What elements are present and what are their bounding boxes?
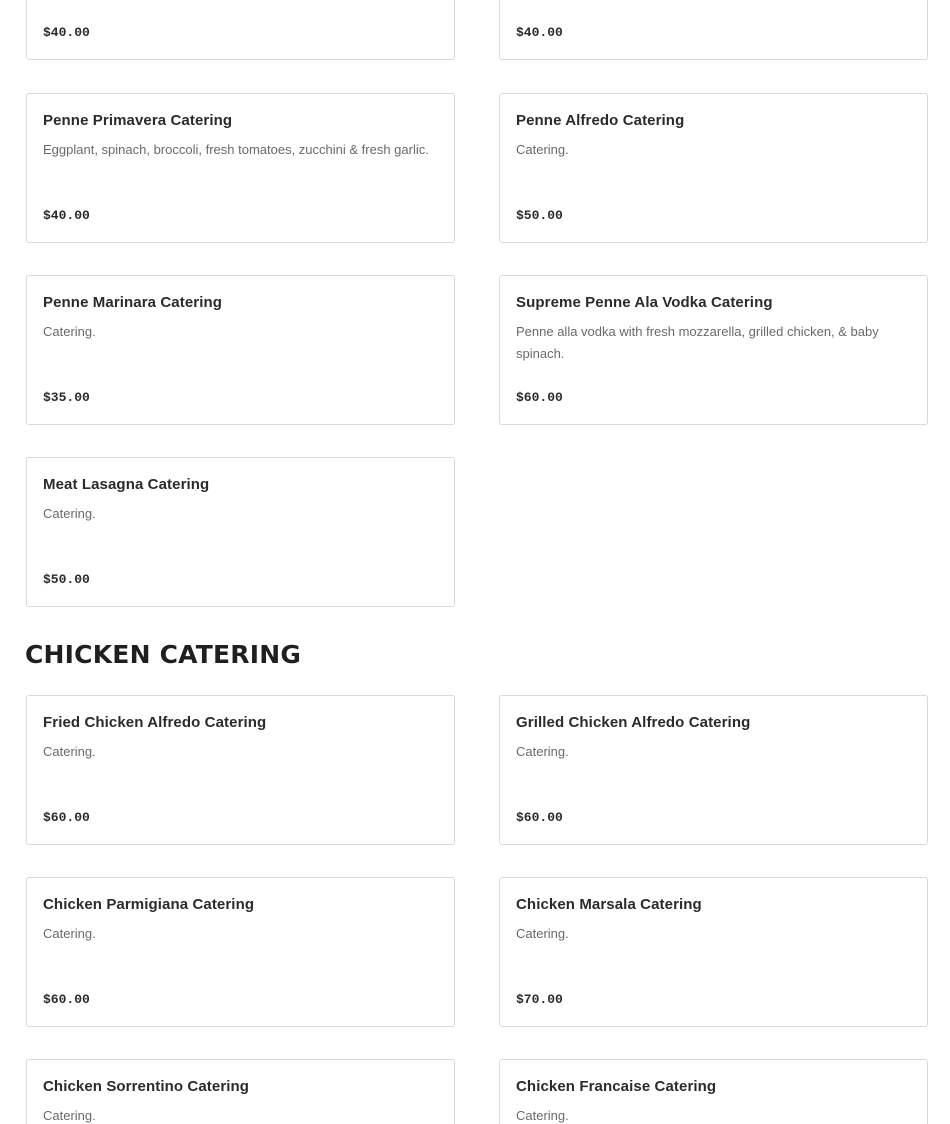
menu-item-price: $60.00 bbox=[516, 810, 563, 825]
menu-item-name: Supreme Penne Ala Vodka Catering bbox=[516, 294, 773, 311]
section-heading-chicken-catering: CHICKEN CATERING bbox=[25, 640, 302, 669]
menu-item-name: Penne Primavera Catering bbox=[43, 112, 233, 129]
menu-item-price: $70.00 bbox=[516, 992, 563, 1007]
menu-item-description: Catering. bbox=[516, 1108, 569, 1123]
menu-item-description: Eggplant, spinach, broccoli, fresh tomatoes, zucchini & fresh garlic. bbox=[43, 142, 429, 157]
menu-item-card[interactable] bbox=[499, 695, 928, 845]
menu-item-name: Fried Chicken Alfredo Catering bbox=[43, 714, 267, 731]
menu-item-description: Catering. bbox=[516, 744, 569, 759]
menu-item-price: $40.00 bbox=[43, 208, 90, 223]
menu-item-name: Chicken Francaise Catering bbox=[516, 1078, 717, 1095]
menu-item-price: $50.00 bbox=[43, 572, 90, 587]
menu-item-description: Catering. bbox=[516, 926, 569, 941]
menu-item-price: $40.00 bbox=[43, 25, 90, 40]
menu-item-description: Catering. bbox=[43, 324, 96, 339]
menu-item-card[interactable] bbox=[26, 877, 455, 1027]
menu-item-card[interactable] bbox=[499, 1059, 928, 1124]
menu-item-card[interactable] bbox=[26, 1059, 455, 1124]
menu-item-name: Chicken Marsala Catering bbox=[516, 896, 702, 913]
menu-item-price: $60.00 bbox=[43, 810, 90, 825]
menu-item-card[interactable] bbox=[499, 0, 928, 60]
menu-item-description: Penne alla vodka with fresh mozzarella, grilled chicken, & baby spinach. bbox=[516, 324, 879, 361]
menu-item-card[interactable] bbox=[26, 0, 455, 60]
menu-item-price: $35.00 bbox=[43, 390, 90, 405]
menu-item-card[interactable] bbox=[26, 93, 455, 243]
menu-item-price: $40.00 bbox=[516, 25, 563, 40]
menu-item-card[interactable] bbox=[26, 457, 455, 607]
menu-item-card[interactable] bbox=[26, 275, 455, 425]
menu-item-card[interactable] bbox=[499, 93, 928, 243]
menu-item-price: $50.00 bbox=[516, 208, 563, 223]
menu-item-card[interactable] bbox=[499, 877, 928, 1027]
menu-item-name: Meat Lasagna Catering bbox=[43, 476, 210, 493]
menu-item-name: Grilled Chicken Alfredo Catering bbox=[516, 714, 751, 731]
menu-item-price: $60.00 bbox=[43, 992, 90, 1007]
menu-item-card[interactable] bbox=[499, 275, 928, 425]
menu-item-name: Chicken Parmigiana Catering bbox=[43, 896, 255, 913]
menu-item-card[interactable] bbox=[26, 695, 455, 845]
menu-item-name: Chicken Sorrentino Catering bbox=[43, 1078, 250, 1095]
menu-item-name: Penne Alfredo Catering bbox=[516, 112, 685, 129]
menu-item-description: Catering. bbox=[43, 506, 96, 521]
menu-item-name: Penne Marinara Catering bbox=[43, 294, 223, 311]
menu-item-price: $60.00 bbox=[516, 390, 563, 405]
menu-item-description: Catering. bbox=[43, 1108, 96, 1123]
menu-item-description: Catering. bbox=[43, 744, 96, 759]
menu-item-description: Catering. bbox=[516, 142, 569, 157]
menu-item-description: Catering. bbox=[43, 926, 96, 941]
